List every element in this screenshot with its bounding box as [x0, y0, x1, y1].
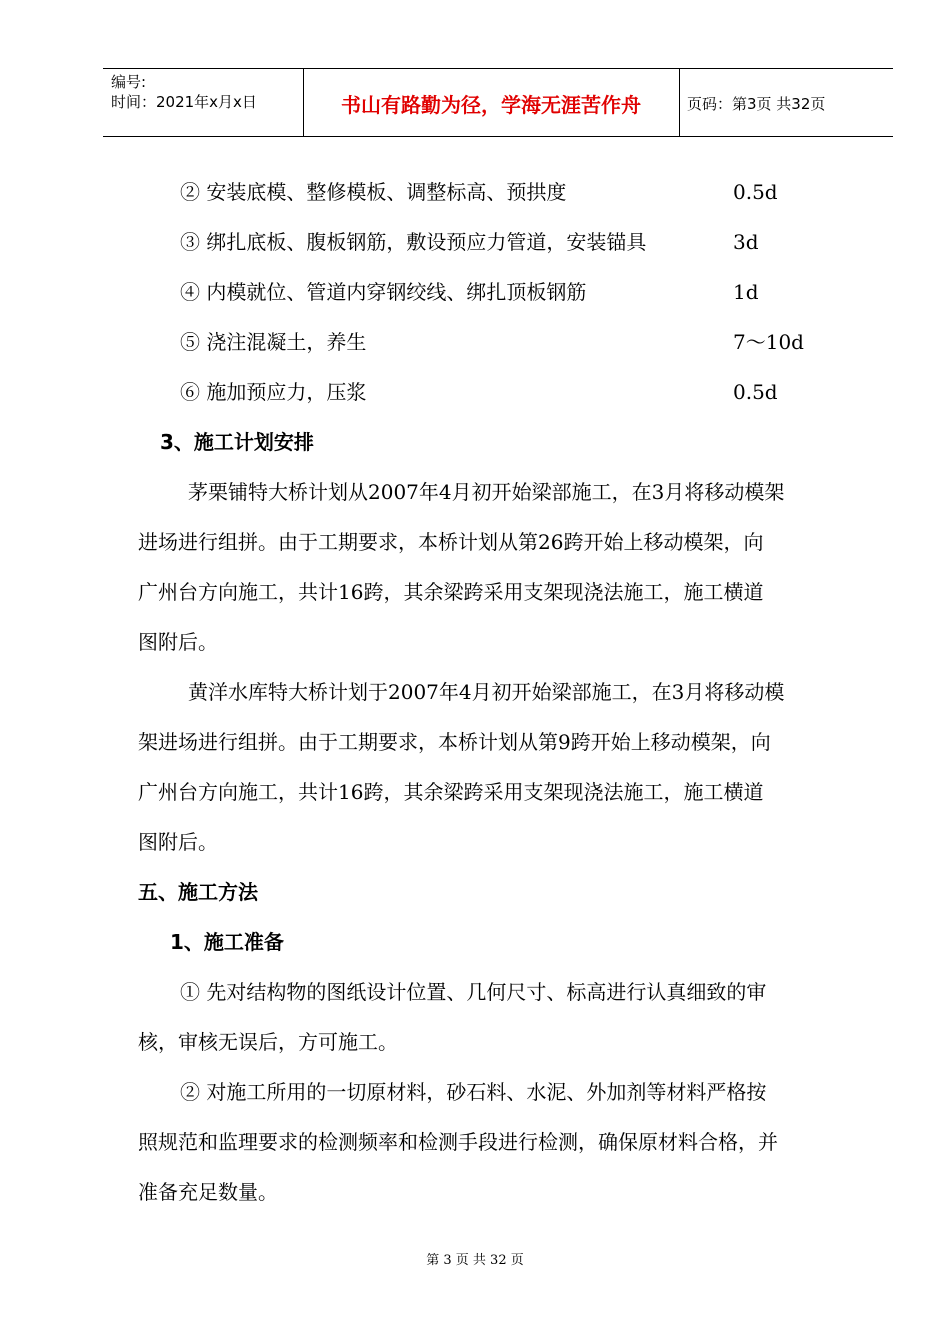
schedule-step: ③ 绑扎底板、腹板钢筋，敷设预应力管道，安装锚具 — [180, 230, 647, 254]
paragraph-line: 广州台方向施工，共计16跨，其余梁跨采用支架现浇法施工，施工横道 — [138, 780, 764, 804]
paragraph-line: 照规范和监理要求的检测频率和检测手段进行检测，确保原材料合格，并 — [138, 1130, 778, 1154]
paragraph-line: 广州台方向施工，共计16跨，其余梁跨采用支架现浇法施工，施工横道 — [138, 580, 764, 604]
header-motto: 书山有路勤为径，学海无涯苦作舟 — [341, 93, 641, 117]
paragraph-line: 茅栗铺特大桥计划从2007年4月初开始梁部施工，在3月将移动模架 — [188, 480, 785, 504]
paragraph-line: ② 对施工所用的一切原材料，砂石料、水泥、外加剂等材料严格按 — [180, 1080, 767, 1104]
schedule-step: ② 安装底模、整修模板、调整标高、预拱度 — [180, 180, 567, 204]
page-header — [103, 68, 893, 137]
document-number-label: 编号: — [111, 73, 147, 91]
page-footer: 第 3 页 共 32 页 — [426, 1253, 524, 1268]
paragraph-line: 图附后。 — [138, 630, 218, 654]
schedule-duration: 0.5d — [733, 180, 778, 204]
schedule-duration: 7～10d — [733, 330, 804, 354]
header-meta — [111, 72, 257, 112]
paragraph-line: ① 先对结构物的图纸设计位置、几何尺寸、标高进行认真细致的审 — [180, 980, 767, 1004]
paragraph-line: 核，审核无误后，方可施工。 — [138, 1030, 398, 1054]
schedule-step: ⑥ 施加预应力，压浆 — [180, 380, 367, 404]
schedule-step: ⑤ 浇注混凝土，养生 — [180, 330, 367, 354]
paragraph-line: 架进场进行组拼。由于工期要求，本桥计划从第9跨开始上移动模架，向 — [138, 730, 771, 754]
header-divider — [303, 69, 304, 136]
paragraph-line: 黄洋水库特大桥计划于2007年4月初开始梁部施工，在3月将移动模 — [188, 680, 785, 704]
paragraph-line: 准备充足数量。 — [138, 1180, 278, 1204]
schedule-duration: 3d — [733, 230, 759, 254]
schedule-duration: 0.5d — [733, 380, 778, 404]
schedule-duration: 1d — [733, 280, 759, 304]
header-divider — [679, 69, 680, 136]
paragraph-line: 图附后。 — [138, 830, 218, 854]
schedule-step: ④ 内模就位、管道内穿钢绞线、绑扎顶板钢筋 — [180, 280, 587, 304]
header-page-info: 页码：第3页 共32页 — [687, 95, 826, 113]
document-time: 时间：2021年x月x日 — [111, 93, 257, 111]
section-heading: 五、施工方法 — [138, 880, 258, 904]
section-heading: 3、施工计划安排 — [160, 430, 314, 454]
subsection-heading: 1、施工准备 — [170, 930, 284, 954]
paragraph-line: 进场进行组拼。由于工期要求，本桥计划从第26跨开始上移动模架，向 — [138, 530, 764, 554]
